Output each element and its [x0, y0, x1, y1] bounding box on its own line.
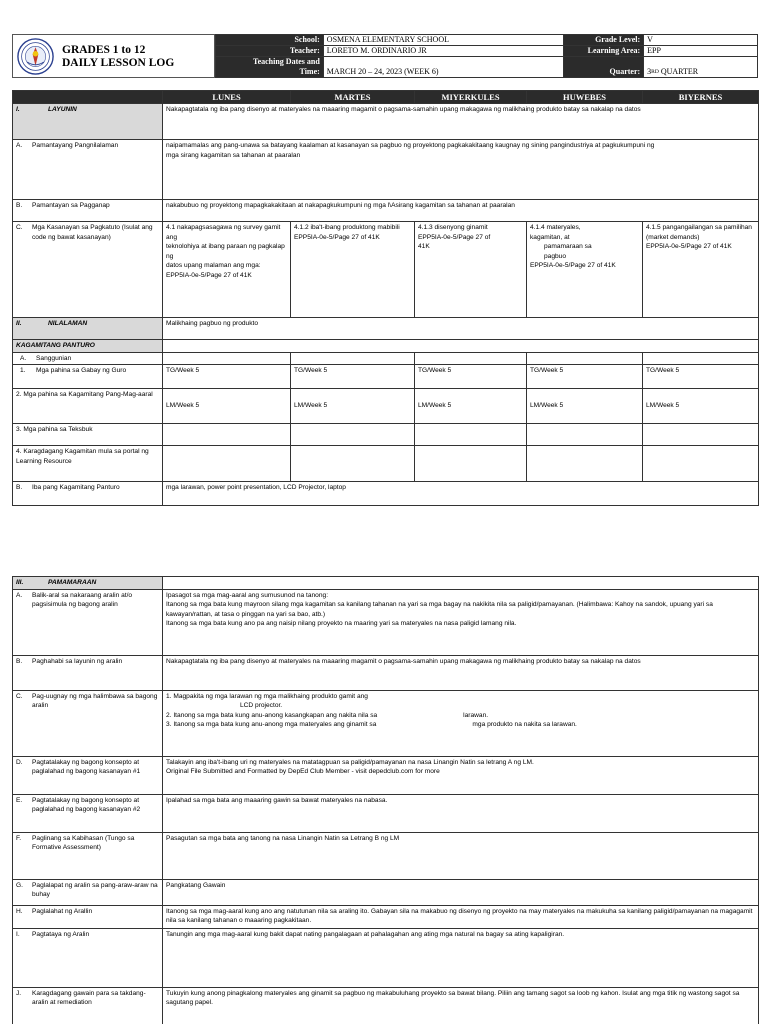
label-teksbuk: 3. Mga pahina sa Teksbuk: [13, 424, 163, 446]
gabay-miyerkules: TG/Week 5: [415, 365, 527, 389]
label-pagtatalakay-1: D. Pagtatalakay ng bagong konsepto at paglalahad ng bagong kasanayan #1: [13, 756, 163, 794]
school-value: OSMENA ELEMENTARY SCHOOL: [323, 35, 564, 46]
kasanayan-biyernes: 4.1.5 pangangailangan sa pamilihan (market demands) EPP5IA-0e-5/Page 27 of 41K: [643, 222, 759, 318]
grade-level-value: V: [644, 35, 758, 46]
label-paglalapat: G. Paglalapat ng aralin sa pang-araw-araw na buhay: [13, 879, 163, 905]
gabay-huwebes: TG/Week 5: [527, 365, 643, 389]
row-pagtatalakay-1: [13, 756, 759, 794]
value-nilalaman: Malikhaing pagbuo ng produkto: [163, 318, 759, 340]
day-header-martes: MARTES: [291, 91, 415, 104]
grade-level-label: Grade Level:: [564, 35, 644, 46]
gabay-martes: TG/Week 5: [291, 365, 415, 389]
label-pamantayan-pagganap: B. Pamantayan sa Pagganap: [13, 200, 163, 222]
row-paglalahat: [13, 905, 759, 928]
kasanayan-lunes: 4.1 nakapagsasagawa ng survey gamit ang teknolohiya at ibang paraan ng pagkalap ng datos upang malaman ang mga: EPP5IA-0e-5/Page 27 of 41K: [163, 222, 291, 318]
lm-biyernes: LM/Week 5: [643, 389, 759, 424]
row-pamantayang-pangnilalaman: [13, 140, 759, 200]
row-pagtatalakay-2: [13, 794, 759, 832]
value-iba-pang-kagamitan: mga larawan, power point presentation, LCD Projector, laptop: [163, 482, 759, 506]
row-kasanayan: [13, 222, 759, 318]
day-header-huwebes: HUWEBES: [527, 91, 643, 104]
day-header-lunes: LUNES: [163, 91, 291, 104]
lm-miyerkules: LM/Week 5: [415, 389, 527, 424]
label-paghahabi: B. Paghahabi sa layunin ng aralin: [13, 655, 163, 690]
row-iba-pang-kagamitan: [13, 482, 759, 506]
deped-seal-icon: [17, 38, 54, 75]
label-pamamaraan: III. PAMAMARAAN: [13, 577, 163, 590]
row-teksbuk: [13, 424, 759, 446]
row-pagtataya: [13, 928, 759, 987]
label-paglinang: F. Paglinang sa Kabihasan (Tungo sa Formative Assessment): [13, 832, 163, 879]
learning-area-label: Learning Area:: [564, 46, 644, 57]
label-pagtataya: I. Pagtataya ng Aralin: [13, 928, 163, 987]
label-kagamitang-mag-aaral: 2. Mga pahina sa Kagamitang Pang-Mag-aaral: [13, 389, 163, 424]
row-karagdagang-gawain: [13, 987, 759, 1024]
value-pamantayang-pangnilalaman: naipamamalas ang pang-unawa sa batayang kaalaman at kasanayan sa pagbuo ng proyektong pagkakakitaang kaugnay ng sining pangindustriya at pagkukumpuni ng mga sirang kagamitan sa tahanan at paaralan: [163, 140, 759, 200]
label-paglalahat: H. Paglalahat ng Arallin: [13, 905, 163, 928]
row-kagamitang-mag-aaral: [13, 389, 759, 424]
label-pamantayang-pangnilalaman: A. Pamantayang Pangnilalaman: [13, 140, 163, 200]
header-info-table: [215, 34, 758, 78]
row-gabay-guro: [13, 365, 759, 389]
label-kasanayan: C. Mga Kasanayan sa Pagkatuto (Isulat ang code ng bawat kasanayan): [13, 222, 163, 318]
label-kagamitang-panturo: KAGAMITANG PANTURO: [13, 340, 163, 353]
logo-title-grades: GRADES 1 to 12: [62, 44, 146, 56]
value-layunin: Nakapagtatala ng iba pang disenyo at materyales na maaaring magamit o pagsama-samahin upang makagawa ng malikhaing produkto batay sa nakalap na datos: [163, 104, 759, 140]
value-balik-aral: Ipasagot sa mga mag-aaral ang sumusunod na tanong: Itanong sa mga bata kung mayroon silang mga kagamitan sa kanilang tahanan na yari sa mga bagay na nakikita nila sa paligid/pamayanan. (Halimbawa: Kahoy na sandok, upuang yari sa kawayan/rattan, at tasa o pinggan na yari sa bao, atb.) Itanong sa mga bata kung ano pa ang naisip nilang proyekto na maaring yari sa materyales na nasa paligid lamang nila.: [163, 589, 759, 655]
day-header-blank: [13, 91, 163, 104]
value-pagtataya: Tanungin ang mga mag-aaral kung bakit dapat nating pangalagaan at pahalagahan ang ating mga natural na bagay sa ating kapaligiran.: [163, 928, 759, 987]
label-karagdagang-kagamitan: 4. Karagdagang Kagamitan mula sa portal ng Learning Resource: [13, 446, 163, 482]
kasanayan-huwebes: 4.1.4 materyales, kagamitan, at pamamaraan sa pagbuo EPP5IA-0e-5/Page 27 of 41K: [527, 222, 643, 318]
kasanayan-miyerkules: 4.1.3 disenyong ginamit EPP5IA-0e-5/Page 27 of 41K: [415, 222, 527, 318]
lesson-table-2: [12, 576, 759, 1024]
value-paglalapat: Pangkatang Gawain: [163, 879, 759, 905]
teaching-dates-label: Teaching Dates and Time:: [216, 57, 324, 78]
value-pagtatalakay-1: Talakayin ang iba't-ibang uri ng materyales na matatagpuan sa paligid/pamayanan na nasa Linangin Natin sa letrang A ng LM. Original File Submitted and Formatted by DepEd Club Member - visit depedclub.com for more: [163, 756, 759, 794]
teaching-dates-value: MARCH 20 – 24, 2023 (WEEK 6): [323, 57, 564, 78]
day-header-miyerkules: MIYERKULES: [415, 91, 527, 104]
teacher-value: LORETO M. ORDINARIO JR: [323, 46, 564, 57]
label-karagdagang-gawain: J. Karagdagang gawain para sa takdang-aralin at remediation: [13, 987, 163, 1024]
row-kagamitang-panturo: [13, 340, 759, 353]
label-pag-uugnay: C. Pag-uugnay ng mga halimbawa sa bagong aralin: [13, 690, 163, 756]
quarter-label: Quarter:: [564, 57, 644, 78]
kasanayan-martes: 4.1.2 iba't-ibang produktong mabibili EPP5IA-0e-5/Page 27 of 41K: [291, 222, 415, 318]
logo-title-dll: DAILY LESSON LOG: [62, 57, 175, 69]
quarter-value: 3RD QUARTER: [644, 57, 758, 78]
row-paglinang: [13, 832, 759, 879]
row-nilalaman: [13, 318, 759, 340]
school-label: School:: [216, 35, 324, 46]
row-pamamaraan: [13, 577, 759, 590]
label-sanggunian: A. Sanggunian: [13, 352, 163, 365]
label-gabay-guro: 1. Mga pahina sa Gabay ng Guro: [13, 365, 163, 389]
value-pagtatalakay-2: Ipalahad sa mga bata ang maaaring gawin sa bawat materyales na nabasa.: [163, 794, 759, 832]
row-balik-aral: [13, 589, 759, 655]
label-balik-aral: A. Balik-aral sa nakaraang aralin at/o pagsisimula ng bagong aralin: [13, 589, 163, 655]
header-logo-block: [12, 34, 215, 78]
value-karagdagang-gawain: Tukuyin kung anong pinagkalong materyales ang ginamit sa pagbuo ng makabuluhang proyekto sa bawat bilang. Piliin ang tamang sagot sa loob ng kahon. Isulat ang mga titik ng wastong sagot sa sagutang papel.: [163, 987, 759, 1024]
day-header-biyernes: BIYERNES: [643, 91, 759, 104]
row-layunin: [13, 104, 759, 140]
value-pamantayan-pagganap: nakabubuo ng proyektong mapagkakakitaan at nakapagkukumpuni ng mga l\Asirang kagamitan sa tahanan at paaralan: [163, 200, 759, 222]
row-pamantayan-pagganap: [13, 200, 759, 222]
value-paglinang: Pasagutan sa mga bata ang tanong na nasa Linangin Natin sa Letrang B ng LM: [163, 832, 759, 879]
lesson-table-1: [12, 90, 759, 506]
lm-huwebes: LM/Week 5: [527, 389, 643, 424]
row-paghahabi: [13, 655, 759, 690]
teacher-label: Teacher:: [216, 46, 324, 57]
value-pag-uugnay: 1. Magpakita ng mga larawan ng mga malikhaing produkto gamit ang LCD projector. 2. Itanong sa mga bata kung anu-anong kasangkapan ang nakita nila sa larawan. 3. Itanong sa mga bata kung anu-anong mga materyales ang ginamit sa mga produkto na nakita sa larawan.: [163, 690, 759, 756]
label-layunin: I. LAYUNIN: [13, 104, 163, 140]
value-paghahabi: Nakapagtatala ng iba pang disenyo at materyales na maaaring magamit o pagsama-samahin upang makagawa ng malikhaing produkto batay sa nakalap na datos: [163, 655, 759, 690]
lm-martes: LM/Week 5: [291, 389, 415, 424]
row-karagdagang-kagamitan: [13, 446, 759, 482]
label-pagtatalakay-2: E. Pagtatalakay ng bagong konsepto at paglalahad ng bagong kasanayan #2: [13, 794, 163, 832]
value-paglalahat: Itanong sa mga mag-aaral kung ano ang natutunan nila sa araling ito. Gabayan sila na makabuo ng disenyo ng proyekto na may materyales na makukuha sa kanilang paligid/pamayanan na magagamit nila sa kanilang tahanan o maaaring pagkakitaan.: [163, 905, 759, 928]
label-nilalaman: II. NILALAMAN: [13, 318, 163, 340]
learning-area-value: EPP: [644, 46, 758, 57]
label-iba-pang-kagamitan: B. Iba pang Kagamitang Panturo: [13, 482, 163, 506]
row-sanggunian: [13, 352, 759, 365]
lm-lunes: LM/Week 5: [163, 389, 291, 424]
row-pag-uugnay: [13, 690, 759, 756]
row-paglalapat: [13, 879, 759, 905]
gabay-lunes: TG/Week 5: [163, 365, 291, 389]
gabay-biyernes: TG/Week 5: [643, 365, 759, 389]
